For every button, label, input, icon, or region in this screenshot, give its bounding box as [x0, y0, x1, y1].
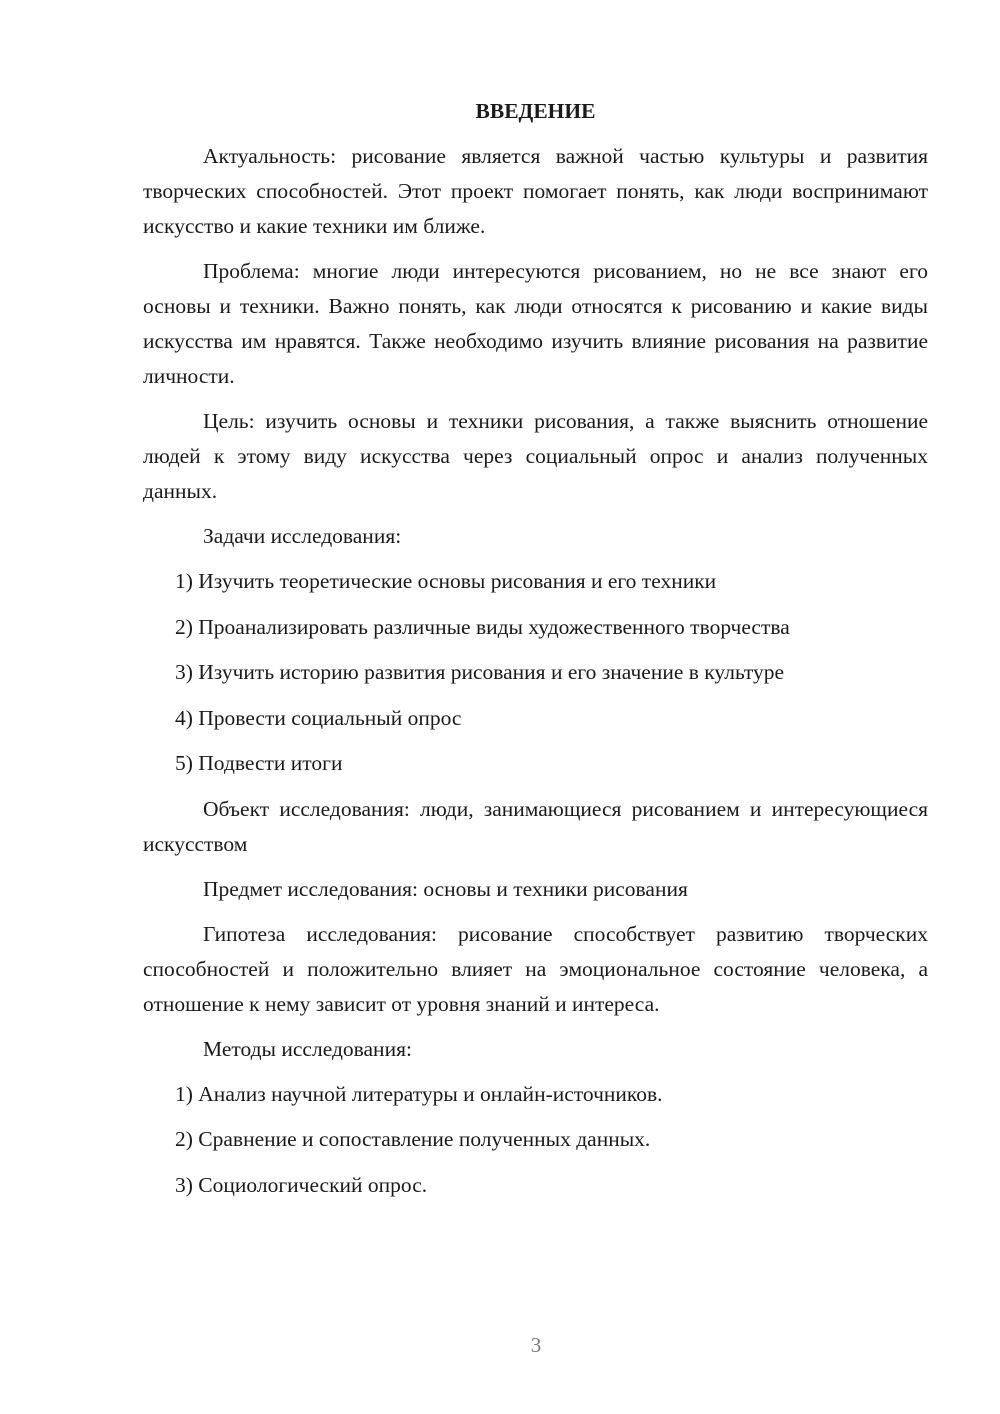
list-item: 2) Сравнение и сопоставление полученных данных. — [175, 1127, 651, 1151]
paragraph-problem: Проблема: многие люди интересуются рисованием, но не все знают его основы и техники. Важно понять, как люди относятся к рисованию и какие виды искусства им нравятся. Также необходимо изучить влияние рисования на развитие личности. — [143, 259, 928, 388]
list-item: 1) Изучить теоретические основы рисования и его техники — [175, 569, 717, 593]
methods-heading: Методы исследования: — [203, 1036, 412, 1061]
list-item: 2) Проанализировать различные виды художественного творчества — [175, 614, 790, 639]
section-title: ВВЕДЕНИЕ — [475, 99, 596, 123]
paragraph-subject: Предмет исследования: основы и техники рисования — [203, 876, 688, 901]
list-item: 1) Анализ научной литературы и онлайн-источников. — [175, 1081, 663, 1106]
tasks-list — [143, 564, 928, 781]
list-item: 5) Подвести итоги — [175, 751, 343, 775]
list-item: 3) Социологический опрос. — [175, 1172, 428, 1197]
paragraph-goal: Цель: изучить основы и техники рисования, а также выяснить отношение людей к этому виду искусства через социальный опрос и анализ полученных данных. — [143, 409, 928, 503]
paragraph-hypothesis: Гипотеза исследования: рисование способствует развитию творческих способностей и положительно влияет на эмоциональное состояние человека, а отношение к нему зависит от уровня знаний и интереса. — [143, 921, 928, 1016]
methods-list — [143, 1077, 928, 1203]
paragraph-actuality: Актуальность: рисование является важной частью культуры и развития творческих способностей. Этот проект помогает понять, как люди воспринимают искусство и какие техники им ближе. — [143, 144, 928, 238]
document-page — [143, 94, 928, 1213]
list-item: 4) Провести социальный опрос — [175, 705, 462, 730]
page-number: 3 — [530, 1333, 542, 1357]
list-item: 3) Изучить историю развития рисования и его значение в культуре — [175, 660, 785, 684]
tasks-heading: Задачи исследования: — [203, 524, 402, 548]
paragraph-object: Объект исследования: люди, занимающиеся рисованием и интересующиеся искусством — [143, 796, 928, 856]
